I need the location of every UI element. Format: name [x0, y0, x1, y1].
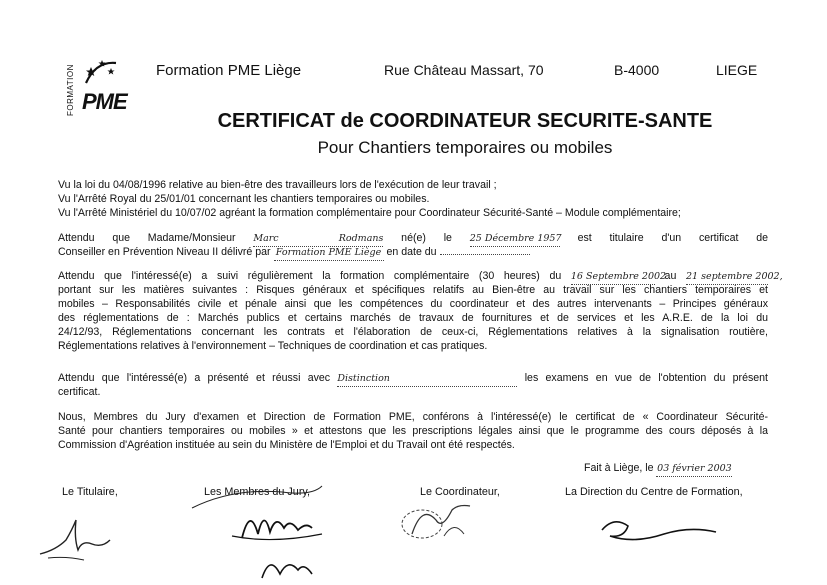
logo-pme-text: PME	[82, 89, 127, 114]
preamble-line-1: Vu la loi du 04/08/1996 relative au bien-être des travailleurs lors de l'exécution de leur travail ;	[58, 179, 497, 191]
attendu-holder-prefix: Attendu que Madame/Monsieur	[58, 232, 236, 244]
conclusion-line-3: Commission d'Agréation instituée au sein du Ministère de l'Emploi et du Travail ont été respectés.	[58, 439, 515, 451]
training-subjects-line-2: mobiles – Responsabilités civile et pénale ainsi que les compétences du coordinateur et des autres intervenants – Principes généraux	[58, 298, 768, 310]
training-subjects-line-3: des réglementations de : Marchés publics et certains marchés de travaux de fournitures et de services et les A.R.E. de la loi du	[58, 312, 768, 324]
attendu-holder-line-2	[58, 245, 530, 261]
preamble-line-3: Vu l'Arrêté Ministériel du 10/07/02 agréant la formation complémentaire pour Coordinateur Sécurité-Santé – Module complémentaire;	[58, 207, 681, 219]
training-subjects-line-4: 24/12/93, Réglementations concernant les contrats et l'élaboration de ceux-ci, Réglementations relatives à la signalisation routière,	[58, 326, 768, 338]
place-date-label: Fait à Liège, le	[584, 462, 654, 474]
logo-vertical-text: FORMATION	[66, 64, 75, 116]
training-au: au	[664, 270, 677, 282]
training-subjects-line-5: Réglementations relatives à l'environnement – Techniques de coordination et cas pratiques.	[58, 340, 488, 352]
exam-prefix: Attendu que l'intéressé(e) a présenté et réussi avec	[58, 372, 331, 384]
signature-label-direction: La Direction du Centre de Formation,	[565, 486, 743, 498]
place-date-value: 03 février 2003	[656, 462, 732, 477]
city: LIEGE	[716, 62, 758, 78]
training-prefix: Attendu que l'intéressé(e) a suivi régulièrement la formation complémentaire (30 heures) du	[58, 270, 562, 282]
logo-stars-icon	[82, 57, 118, 87]
signature-coordinateur-icon	[392, 490, 492, 550]
attendu-exam-line-2: certificat.	[58, 386, 101, 398]
exam-suffix: les examens en vue de l'obtention du présent	[524, 372, 768, 384]
attendu-holder-suffix: est titulaire d'un certificat de	[577, 232, 768, 244]
organization-name: Formation PME Liège	[156, 62, 302, 79]
exam-mention-field: Distinction	[337, 372, 517, 387]
date-label: en date du	[386, 246, 437, 258]
certificate-title: CERTIFICAT de COORDINATEUR SECURITE-SANTE	[217, 110, 713, 132]
issuer-field: Formation PME Liège	[274, 246, 384, 261]
training-to-date: 21 septembre 2002,	[686, 270, 768, 285]
street-address: Rue Château Massart, 70	[384, 62, 544, 78]
preamble-line-2: Vu l'Arrêté Royal du 25/01/01 concernant les chantiers temporaires ou mobiles.	[58, 193, 430, 205]
conclusion-line-1: Nous, Membres du Jury d'examen et Direction de Formation PME, conférons à l'intéressé(e) le certificat de « Coordinateur Sécurité-	[58, 411, 768, 423]
signature-direction-icon	[594, 508, 724, 548]
signature-jury-icon	[172, 478, 342, 585]
signature-label-jury: Les Membres du Jury,	[204, 486, 311, 498]
postal-code: B-4000	[614, 62, 660, 78]
training-subjects-line-1: portant sur les matières suivantes : Risques généraux et spécifiques relatifs au Bien-être au travail sur les chantiers temporaires et	[58, 284, 768, 296]
attendu-exam-line-1	[58, 371, 768, 387]
conclusion-line-2: Santé pour chantiers temporaires ou mobiles » et attestons que les prescriptions légales ainsi que le programme des cours déposés à la	[58, 425, 768, 437]
issuer-prefix: Conseiller en Prévention Niveau II délivré par	[58, 246, 271, 258]
holder-name-field: Marc Rodmans	[253, 232, 383, 247]
signature-titulaire-icon	[36, 510, 116, 570]
signature-label-titulaire: Le Titulaire,	[62, 486, 118, 498]
birth-date-field: 25 Décembre 1957	[470, 232, 560, 247]
signature-label-coordinateur: Le Coordinateur,	[420, 486, 500, 498]
certificate-subtitle: Pour Chantiers temporaires ou mobiles	[317, 138, 613, 157]
training-from-date: 16 Septembre 2002	[571, 270, 655, 285]
issue-date-field	[440, 254, 530, 255]
place-date	[584, 461, 732, 477]
formation-pme-logo	[66, 55, 127, 125]
born-label: né(e) le	[401, 232, 452, 244]
